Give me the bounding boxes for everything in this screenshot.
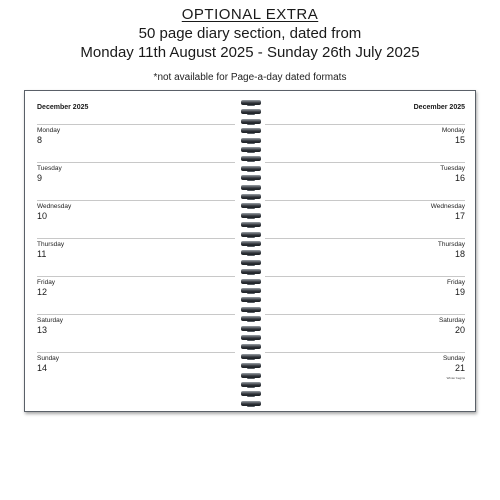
day-block xyxy=(265,314,465,352)
day-name: Wednesday xyxy=(430,203,465,210)
day-block xyxy=(265,200,465,238)
spiral-coil xyxy=(237,165,265,173)
spiral-coil xyxy=(237,334,265,342)
day-number: 15 xyxy=(454,135,465,145)
left-month-label: December 2025 xyxy=(37,104,89,111)
left-page xyxy=(25,91,237,411)
day-block xyxy=(37,200,235,238)
spiral-coil xyxy=(237,137,265,145)
spiral-coil xyxy=(237,372,265,380)
day-block xyxy=(265,276,465,314)
spiral-coil xyxy=(237,278,265,286)
day-name: Monday xyxy=(441,127,465,134)
spiral-coil xyxy=(237,296,265,304)
spiral-coil xyxy=(237,390,265,398)
day-name: Sunday xyxy=(37,355,60,362)
spiral-coil xyxy=(237,315,265,323)
availability-note: *not available for Page-a-day dated formats xyxy=(153,72,347,83)
spiral-coil xyxy=(237,174,265,182)
day-number: 19 xyxy=(454,287,465,297)
spiral-coil xyxy=(237,231,265,239)
day-name: Tuesday xyxy=(37,165,62,172)
spiral-coil xyxy=(237,221,265,229)
spiral-coil xyxy=(237,118,265,126)
spiral-coil xyxy=(237,259,265,267)
spiral-coil xyxy=(237,268,265,276)
day-number: 9 xyxy=(37,173,43,183)
day-number: 11 xyxy=(37,249,47,259)
spiral-coil xyxy=(237,127,265,135)
day-name: Wednesday xyxy=(37,203,72,210)
day-block xyxy=(37,162,235,200)
day-name: Friday xyxy=(446,279,465,286)
diary-description: 50 page diary section, dated from xyxy=(138,25,362,42)
day-block xyxy=(265,352,465,390)
day-number: 21 xyxy=(454,363,465,373)
day-number: 12 xyxy=(37,287,48,297)
day-number: 10 xyxy=(37,211,48,221)
spiral-coil xyxy=(237,146,265,154)
spiral-coil xyxy=(237,155,265,163)
day-name: Saturday xyxy=(37,317,64,324)
header xyxy=(0,6,500,62)
day-number: 16 xyxy=(454,173,465,183)
day-number: 14 xyxy=(37,363,48,373)
day-block xyxy=(37,352,235,390)
spiral-coil xyxy=(237,343,265,351)
day-number: 20 xyxy=(454,325,465,335)
spiral-coil xyxy=(237,108,265,116)
day-name: Thursday xyxy=(37,241,65,248)
day-name: Saturday xyxy=(438,317,465,324)
spiral-coil xyxy=(237,287,265,295)
spiral-coil xyxy=(237,400,265,408)
day-footnote: Winter begins xyxy=(446,376,465,380)
spiral-coil xyxy=(237,240,265,248)
day-name: Friday xyxy=(37,279,56,286)
spiral-binding xyxy=(237,99,265,409)
day-number: 18 xyxy=(454,249,465,259)
spiral-coil xyxy=(237,249,265,257)
spiral-coil xyxy=(237,99,265,107)
day-number: 17 xyxy=(454,211,465,221)
day-number: 8 xyxy=(37,135,43,145)
spiral-coil xyxy=(237,212,265,220)
day-block xyxy=(265,124,465,162)
day-name: Sunday xyxy=(442,355,465,362)
day-name: Tuesday xyxy=(440,165,465,172)
optional-extra-title: OPTIONAL EXTRA xyxy=(181,6,319,23)
day-name: Thursday xyxy=(437,241,465,248)
day-block xyxy=(37,314,235,352)
day-block xyxy=(265,238,465,276)
date-range: Monday 11th August 2025 - Sunday 26th July 2025 xyxy=(80,44,420,61)
spiral-coil xyxy=(237,381,265,389)
spiral-coil xyxy=(237,362,265,370)
day-name: Monday xyxy=(37,127,61,134)
right-page xyxy=(263,91,475,411)
spiral-coil xyxy=(237,193,265,201)
day-block xyxy=(37,124,235,162)
spiral-coil xyxy=(237,353,265,361)
day-number: 13 xyxy=(37,325,48,335)
right-month-label: December 2025 xyxy=(413,104,465,111)
day-block xyxy=(37,276,235,314)
day-block xyxy=(265,162,465,200)
spiral-coil xyxy=(237,202,265,210)
spiral-coil xyxy=(237,184,265,192)
day-block xyxy=(37,238,235,276)
spiral-coil xyxy=(237,325,265,333)
diary-spread xyxy=(24,90,476,412)
spiral-coil xyxy=(237,306,265,314)
